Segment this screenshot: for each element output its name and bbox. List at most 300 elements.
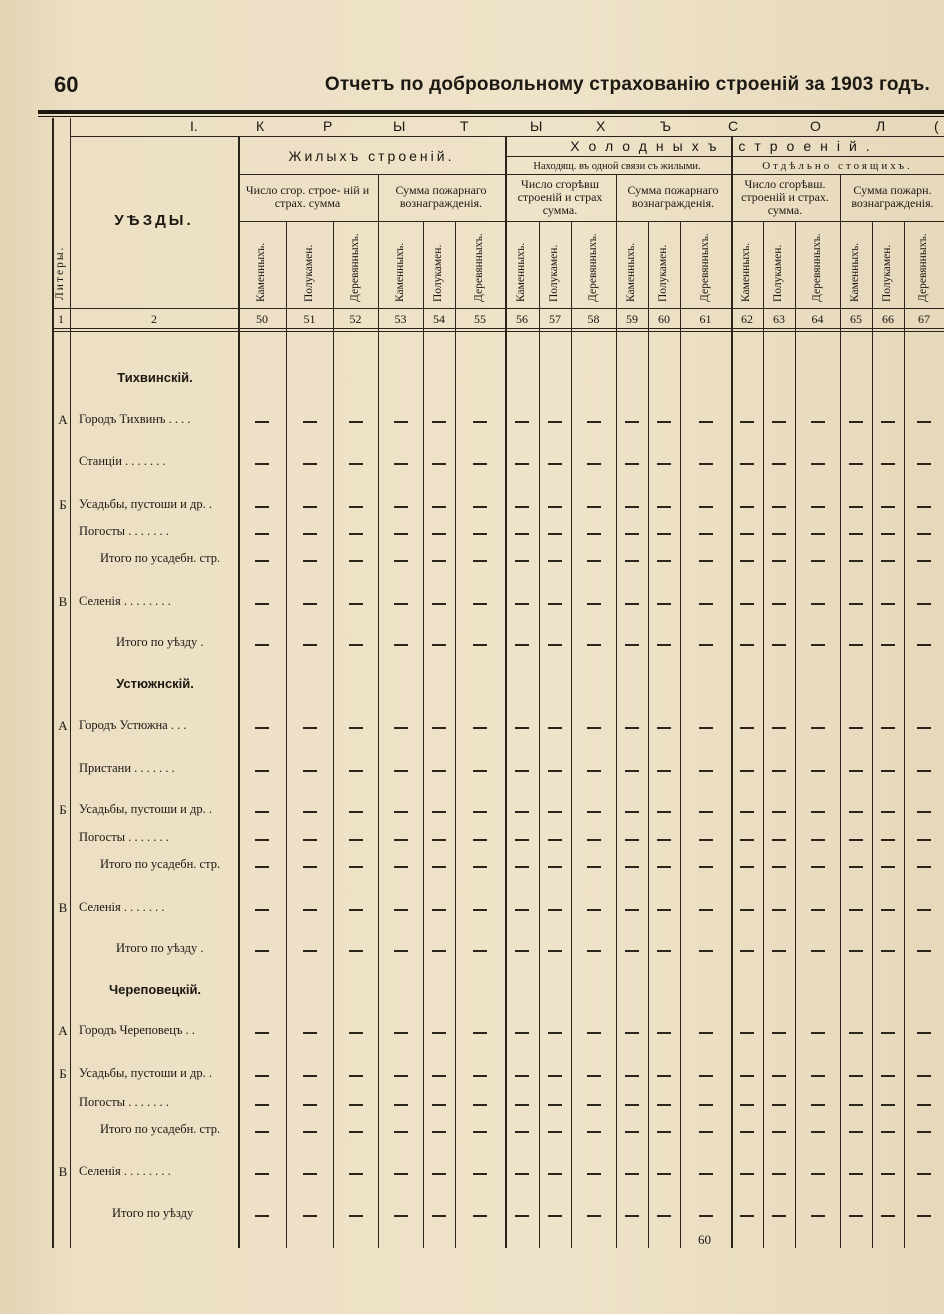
empty-cell-dash xyxy=(917,950,931,952)
column-rule xyxy=(904,221,905,1248)
empty-cell-dash xyxy=(587,1215,601,1217)
empty-cell-dash xyxy=(657,560,671,562)
empty-cell-dash xyxy=(255,421,269,423)
empty-cell-dash xyxy=(473,644,487,646)
empty-cell-dash xyxy=(587,1032,601,1034)
column-number: 51 xyxy=(303,312,316,326)
row-label: Городъ Тихвинъ . . . . xyxy=(79,412,191,426)
column-number: 57 xyxy=(549,312,561,326)
empty-cell-dash xyxy=(473,533,487,535)
empty-cell-dash xyxy=(917,770,931,772)
empty-cell-dash xyxy=(881,560,895,562)
material-label: Деревянныхъ. xyxy=(348,233,361,302)
row-label: Пристани . . . . . . . xyxy=(79,761,175,775)
empty-cell-dash xyxy=(473,603,487,605)
empty-cell-dash xyxy=(515,1173,529,1175)
empty-cell-dash xyxy=(394,727,408,729)
burned-count-conn-header: Число сгорѣвш строеній и страх сумма. xyxy=(517,177,603,217)
column-rule xyxy=(455,221,456,1248)
empty-cell-dash xyxy=(772,421,786,423)
empty-cell-dash xyxy=(657,1075,671,1077)
fire-reward-det-header: Сумма пожарн. вознагражденія. xyxy=(851,183,934,210)
row-label: Селенія . . . . . . . . xyxy=(79,1164,171,1178)
empty-cell-dash xyxy=(657,727,671,729)
empty-cell-dash xyxy=(625,866,639,868)
empty-cell-dash xyxy=(432,603,446,605)
empty-cell-dash xyxy=(432,533,446,535)
empty-cell-dash xyxy=(657,866,671,868)
column-rule xyxy=(333,221,334,1248)
empty-cell-dash xyxy=(699,560,713,562)
header-rule xyxy=(238,221,944,222)
empty-cell-dash xyxy=(548,727,562,729)
empty-cell-dash xyxy=(772,1075,786,1077)
section-letter: Р xyxy=(323,118,333,134)
empty-cell-dash xyxy=(587,866,601,868)
empty-cell-dash xyxy=(657,909,671,911)
empty-cell-dash xyxy=(625,463,639,465)
row-label: Итого по уѣзду . xyxy=(116,941,204,955)
district-heading: Устюжнскій. xyxy=(116,676,194,691)
running-title: Отчетъ по добровольному страхованію строеній за 1903 годъ. xyxy=(324,74,930,95)
empty-cell-dash xyxy=(349,839,363,841)
empty-cell-dash xyxy=(473,1215,487,1217)
empty-cell-dash xyxy=(548,1032,562,1034)
empty-cell-dash xyxy=(515,909,529,911)
empty-cell-dash xyxy=(587,811,601,813)
empty-cell-dash xyxy=(303,1104,317,1106)
empty-cell-dash xyxy=(625,560,639,562)
empty-cell-dash xyxy=(303,1075,317,1077)
empty-cell-dash xyxy=(740,644,754,646)
empty-cell-dash xyxy=(303,603,317,605)
material-label: Деревянныхъ. xyxy=(473,233,485,302)
empty-cell-dash xyxy=(548,909,562,911)
empty-cell-dash xyxy=(917,603,931,605)
empty-cell-dash xyxy=(515,839,529,841)
empty-cell-dash xyxy=(548,770,562,772)
burned-count-det-header: Число сгорѣвш. строеній и страх. сумма. xyxy=(741,177,829,217)
column-number: 59 xyxy=(626,312,638,326)
column-number: 60 xyxy=(658,312,670,326)
material-label: Полукамен. xyxy=(302,244,315,302)
empty-cell-dash xyxy=(881,463,895,465)
empty-cell-dash xyxy=(772,560,786,562)
empty-cell-dash xyxy=(394,1104,408,1106)
district-heading: Череповецкій. xyxy=(108,982,202,997)
column-rule xyxy=(423,221,424,1248)
empty-cell-dash xyxy=(699,1215,713,1217)
empty-cell-dash xyxy=(394,603,408,605)
empty-cell-dash xyxy=(772,839,786,841)
empty-cell-dash xyxy=(811,866,825,868)
row-letter: А xyxy=(58,718,68,733)
row-label: Усадьбы, пустоши и др. . xyxy=(79,497,212,511)
column-number: 1 xyxy=(58,312,64,326)
material-label: Каменныхъ. xyxy=(625,242,637,302)
empty-cell-dash xyxy=(917,463,931,465)
empty-cell-dash xyxy=(881,533,895,535)
material-label: Каменныхъ. xyxy=(849,242,861,302)
row-label: Селенія . . . . . . . . xyxy=(79,594,171,608)
empty-cell-dash xyxy=(394,909,408,911)
empty-cell-dash xyxy=(548,421,562,423)
empty-cell-dash xyxy=(473,909,487,911)
empty-cell-dash xyxy=(740,463,754,465)
empty-cell-dash xyxy=(917,1131,931,1133)
header-rule xyxy=(52,328,944,329)
empty-cell-dash xyxy=(625,909,639,911)
empty-cell-dash xyxy=(772,463,786,465)
empty-cell-dash xyxy=(657,421,671,423)
empty-cell-dash xyxy=(394,866,408,868)
empty-cell-dash xyxy=(587,506,601,508)
empty-cell-dash xyxy=(303,421,317,423)
empty-cell-dash xyxy=(255,1131,269,1133)
column-rule xyxy=(616,174,617,1248)
column-number: 66 xyxy=(882,312,894,326)
empty-cell-dash xyxy=(849,1215,863,1217)
empty-cell-dash xyxy=(881,811,895,813)
empty-cell-dash xyxy=(473,811,487,813)
empty-cell-dash xyxy=(772,533,786,535)
empty-cell-dash xyxy=(587,1075,601,1077)
empty-cell-dash xyxy=(740,506,754,508)
empty-cell-dash xyxy=(432,421,446,423)
empty-cell-dash xyxy=(740,770,754,772)
empty-cell-dash xyxy=(740,727,754,729)
cold-header: Холодныхъ строеній. xyxy=(570,138,879,154)
empty-cell-dash xyxy=(811,1032,825,1034)
material-label: Каменныхъ. xyxy=(255,242,267,302)
empty-cell-dash xyxy=(432,506,446,508)
row-label: Станціи . . . . . . . xyxy=(79,454,166,468)
empty-cell-dash xyxy=(917,560,931,562)
empty-cell-dash xyxy=(917,909,931,911)
empty-cell-dash xyxy=(303,560,317,562)
empty-cell-dash xyxy=(811,909,825,911)
empty-cell-dash xyxy=(349,1173,363,1175)
empty-cell-dash xyxy=(473,1131,487,1133)
empty-cell-dash xyxy=(849,839,863,841)
empty-cell-dash xyxy=(303,866,317,868)
empty-cell-dash xyxy=(657,533,671,535)
column-rule xyxy=(505,136,507,1248)
empty-cell-dash xyxy=(849,1104,863,1106)
footer-page-number: 60 xyxy=(698,1232,711,1247)
empty-cell-dash xyxy=(849,866,863,868)
column-number: 50 xyxy=(256,312,268,326)
empty-cell-dash xyxy=(515,463,529,465)
uezdy-header: УѢЗДЫ. xyxy=(114,212,194,229)
empty-cell-dash xyxy=(349,770,363,772)
empty-cell-dash xyxy=(473,506,487,508)
empty-cell-dash xyxy=(394,1131,408,1133)
empty-cell-dash xyxy=(881,1075,895,1077)
empty-cell-dash xyxy=(394,463,408,465)
empty-cell-dash xyxy=(473,463,487,465)
empty-cell-dash xyxy=(881,1104,895,1106)
empty-cell-dash xyxy=(849,421,863,423)
empty-cell-dash xyxy=(515,866,529,868)
empty-cell-dash xyxy=(917,727,931,729)
column-rule xyxy=(238,136,240,1248)
column-number: 56 xyxy=(516,312,528,326)
empty-cell-dash xyxy=(625,1215,639,1217)
empty-cell-dash xyxy=(548,811,562,813)
empty-cell-dash xyxy=(811,421,825,423)
empty-cell-dash xyxy=(255,1104,269,1106)
empty-cell-dash xyxy=(917,1104,931,1106)
empty-cell-dash xyxy=(432,727,446,729)
empty-cell-dash xyxy=(740,950,754,952)
fire-reward-conn-header: Сумма пожарнаго вознагражденія. xyxy=(627,183,719,210)
empty-cell-dash xyxy=(394,1032,408,1034)
material-label: Деревянныхъ. xyxy=(810,233,823,302)
empty-cell-dash xyxy=(349,811,363,813)
material-label: Каменныхъ. xyxy=(393,242,406,302)
empty-cell-dash xyxy=(394,1075,408,1077)
row-label: Итого по уѣзду . xyxy=(116,635,204,649)
header-rule xyxy=(52,308,944,309)
empty-cell-dash xyxy=(432,770,446,772)
material-label: Каменныхъ. xyxy=(515,242,527,302)
section-letter: Л xyxy=(876,118,886,134)
column-rule xyxy=(763,221,764,1248)
material-label: Полукамен. xyxy=(432,244,444,302)
empty-cell-dash xyxy=(625,1104,639,1106)
section-letter: I. xyxy=(190,118,198,134)
column-rule xyxy=(840,174,841,1248)
empty-cell-dash xyxy=(625,1032,639,1034)
empty-cell-dash xyxy=(917,506,931,508)
empty-cell-dash xyxy=(394,839,408,841)
row-letter: Б xyxy=(59,802,67,817)
column-number: 62 xyxy=(741,312,753,326)
empty-cell-dash xyxy=(917,839,931,841)
empty-cell-dash xyxy=(625,811,639,813)
empty-cell-dash xyxy=(811,839,825,841)
empty-cell-dash xyxy=(349,1032,363,1034)
empty-cell-dash xyxy=(255,533,269,535)
empty-cell-dash xyxy=(625,421,639,423)
empty-cell-dash xyxy=(740,811,754,813)
empty-cell-dash xyxy=(349,727,363,729)
empty-cell-dash xyxy=(657,839,671,841)
empty-cell-dash xyxy=(303,1173,317,1175)
empty-cell-dash xyxy=(881,1131,895,1133)
column-rule xyxy=(571,221,572,1248)
row-letter: В xyxy=(58,900,68,915)
empty-cell-dash xyxy=(917,644,931,646)
top-rule xyxy=(38,110,944,114)
empty-cell-dash xyxy=(349,1104,363,1106)
empty-cell-dash xyxy=(255,1215,269,1217)
column-rule xyxy=(648,221,649,1248)
empty-cell-dash xyxy=(740,839,754,841)
section-letter: Ы xyxy=(530,118,543,134)
connected-header: Находящ. въ одной связи съ жилыми. xyxy=(533,161,701,172)
empty-cell-dash xyxy=(587,1104,601,1106)
empty-cell-dash xyxy=(432,866,446,868)
header-rule xyxy=(70,136,944,137)
row-label: Итого по усадебн. стр. xyxy=(100,551,221,565)
empty-cell-dash xyxy=(699,1173,713,1175)
empty-cell-dash xyxy=(473,950,487,952)
empty-cell-dash xyxy=(740,560,754,562)
section-letter: К xyxy=(256,118,265,134)
empty-cell-dash xyxy=(349,560,363,562)
row-letter: А xyxy=(58,412,68,427)
empty-cell-dash xyxy=(657,1215,671,1217)
empty-cell-dash xyxy=(625,533,639,535)
empty-cell-dash xyxy=(303,1215,317,1217)
empty-cell-dash xyxy=(515,421,529,423)
empty-cell-dash xyxy=(255,1075,269,1077)
row-label: Селенія . . . . . . . xyxy=(79,900,165,914)
empty-cell-dash xyxy=(917,1032,931,1034)
empty-cell-dash xyxy=(740,421,754,423)
empty-cell-dash xyxy=(849,909,863,911)
empty-cell-dash xyxy=(255,839,269,841)
empty-cell-dash xyxy=(657,1173,671,1175)
empty-cell-dash xyxy=(349,866,363,868)
empty-cell-dash xyxy=(515,770,529,772)
column-number: 61 xyxy=(699,312,712,326)
empty-cell-dash xyxy=(881,950,895,952)
empty-cell-dash xyxy=(740,533,754,535)
empty-cell-dash xyxy=(881,603,895,605)
empty-cell-dash xyxy=(548,1173,562,1175)
empty-cell-dash xyxy=(349,506,363,508)
empty-cell-dash xyxy=(625,506,639,508)
empty-cell-dash xyxy=(917,811,931,813)
empty-cell-dash xyxy=(881,839,895,841)
section-letter: О xyxy=(810,118,821,134)
empty-cell-dash xyxy=(625,1173,639,1175)
column-number: 52 xyxy=(349,312,362,326)
empty-cell-dash xyxy=(394,770,408,772)
empty-cell-dash xyxy=(255,909,269,911)
column-number: 65 xyxy=(850,312,862,326)
empty-cell-dash xyxy=(699,1131,713,1133)
empty-cell-dash xyxy=(349,603,363,605)
empty-cell-dash xyxy=(811,1215,825,1217)
empty-cell-dash xyxy=(657,1032,671,1034)
empty-cell-dash xyxy=(625,770,639,772)
empty-cell-dash xyxy=(699,533,713,535)
empty-cell-dash xyxy=(394,506,408,508)
empty-cell-dash xyxy=(849,1173,863,1175)
empty-cell-dash xyxy=(699,1032,713,1034)
empty-cell-dash xyxy=(699,603,713,605)
empty-cell-dash xyxy=(740,1032,754,1034)
empty-cell-dash xyxy=(515,1131,529,1133)
page-number: 60 xyxy=(54,72,79,97)
fire-reward-res-header: Сумма пожарнаго вознагражденія. xyxy=(395,183,487,210)
empty-cell-dash xyxy=(515,644,529,646)
empty-cell-dash xyxy=(515,603,529,605)
empty-cell-dash xyxy=(473,770,487,772)
empty-cell-dash xyxy=(349,1131,363,1133)
empty-cell-dash xyxy=(772,603,786,605)
empty-cell-dash xyxy=(772,1032,786,1034)
header-rule xyxy=(238,174,505,175)
empty-cell-dash xyxy=(303,770,317,772)
empty-cell-dash xyxy=(772,909,786,911)
empty-cell-dash xyxy=(432,839,446,841)
empty-cell-dash xyxy=(303,533,317,535)
empty-cell-dash xyxy=(917,533,931,535)
row-label: Городъ Устюжна . . . xyxy=(79,718,187,732)
row-letter: А xyxy=(58,1023,68,1038)
empty-cell-dash xyxy=(625,1131,639,1133)
empty-cell-dash xyxy=(548,1075,562,1077)
empty-cell-dash xyxy=(255,506,269,508)
row-label: Итого по усадебн. стр. xyxy=(100,1122,221,1136)
empty-cell-dash xyxy=(772,727,786,729)
row-letter: В xyxy=(58,594,68,609)
empty-cell-dash xyxy=(657,1104,671,1106)
column-number: 67 xyxy=(918,312,930,326)
empty-cell-dash xyxy=(881,866,895,868)
material-label: Полукамен. xyxy=(548,244,560,302)
empty-cell-dash xyxy=(811,1075,825,1077)
empty-cell-dash xyxy=(349,1075,363,1077)
empty-cell-dash xyxy=(349,950,363,952)
empty-cell-dash xyxy=(394,644,408,646)
empty-cell-dash xyxy=(349,909,363,911)
empty-cell-dash xyxy=(255,950,269,952)
empty-cell-dash xyxy=(625,839,639,841)
column-rule xyxy=(731,136,733,1248)
empty-cell-dash xyxy=(625,644,639,646)
empty-cell-dash xyxy=(394,811,408,813)
empty-cell-dash xyxy=(625,727,639,729)
empty-cell-dash xyxy=(432,1104,446,1106)
empty-cell-dash xyxy=(740,1173,754,1175)
row-label: Погосты . . . . . . . xyxy=(79,830,169,844)
empty-cell-dash xyxy=(515,533,529,535)
empty-cell-dash xyxy=(849,533,863,535)
empty-cell-dash xyxy=(917,866,931,868)
empty-cell-dash xyxy=(699,1104,713,1106)
empty-cell-dash xyxy=(255,603,269,605)
header-rule xyxy=(505,156,944,157)
empty-cell-dash xyxy=(772,866,786,868)
empty-cell-dash xyxy=(432,1131,446,1133)
empty-cell-dash xyxy=(432,1173,446,1175)
empty-cell-dash xyxy=(473,839,487,841)
empty-cell-dash xyxy=(548,866,562,868)
empty-cell-dash xyxy=(881,1032,895,1034)
empty-cell-dash xyxy=(811,506,825,508)
empty-cell-dash xyxy=(699,866,713,868)
empty-cell-dash xyxy=(473,560,487,562)
empty-cell-dash xyxy=(255,560,269,562)
empty-cell-dash xyxy=(881,770,895,772)
empty-cell-dash xyxy=(432,811,446,813)
empty-cell-dash xyxy=(699,1075,713,1077)
empty-cell-dash xyxy=(515,811,529,813)
empty-cell-dash xyxy=(303,1032,317,1034)
empty-cell-dash xyxy=(432,560,446,562)
empty-cell-dash xyxy=(699,644,713,646)
empty-cell-dash xyxy=(881,1215,895,1217)
empty-cell-dash xyxy=(548,533,562,535)
empty-cell-dash xyxy=(849,560,863,562)
empty-cell-dash xyxy=(587,421,601,423)
